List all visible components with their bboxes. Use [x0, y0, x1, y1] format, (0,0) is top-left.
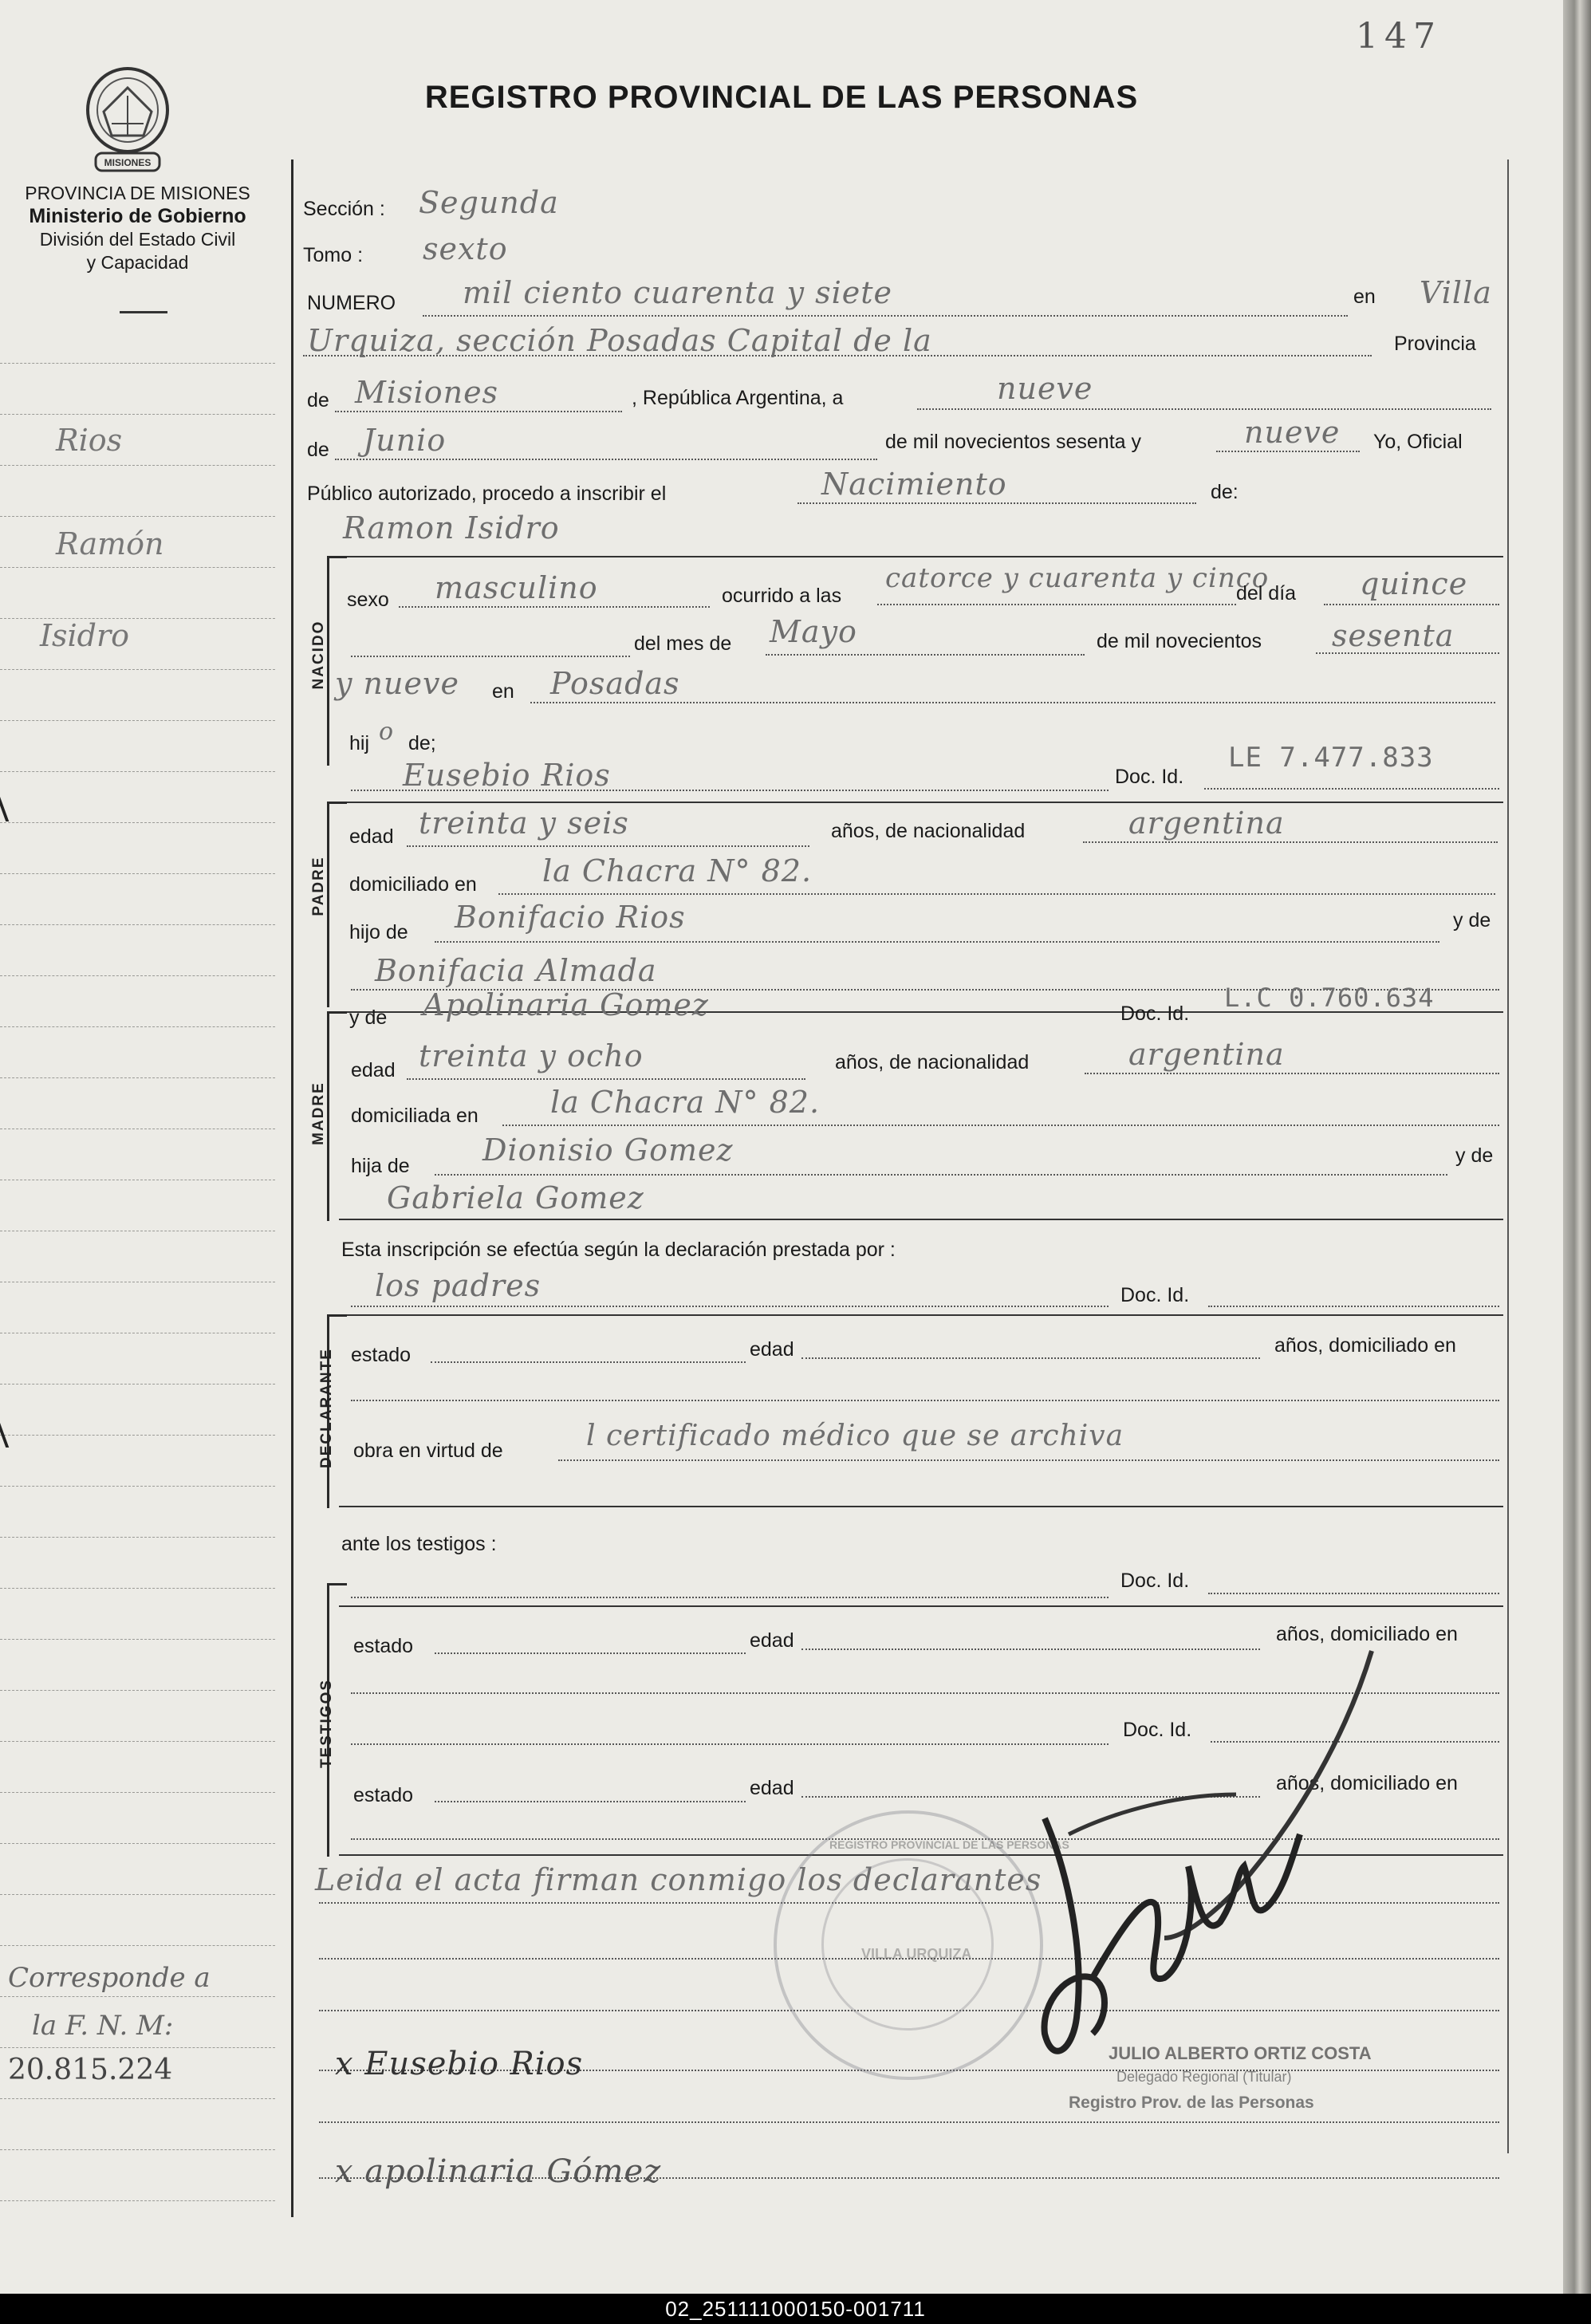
- madre-madre-value: Gabriela Gomez: [387, 1180, 644, 1215]
- declarante-anos-label: años, domiciliado en: [1274, 1334, 1456, 1357]
- right-rule: [1507, 160, 1509, 2153]
- margin-ruled-line: [0, 771, 275, 772]
- mes-nac-value: Mayo: [770, 614, 857, 649]
- official-role: Delegado Regional (Titular): [1116, 2069, 1292, 2085]
- official-office: Registro Prov. de las Personas: [1069, 2094, 1314, 2112]
- margin-ruled-line: [0, 1843, 275, 1844]
- publico-label: Público autorizado, procedo a inscribir el: [307, 483, 667, 505]
- anio-nac-value-1: sesenta: [1332, 618, 1455, 653]
- declarante-bottom-line: [339, 1506, 1503, 1507]
- testigo1-edad-label: edad: [750, 1629, 794, 1652]
- testigo1-anos-label: años, domiciliado en: [1276, 1623, 1458, 1645]
- testigo2-doc-label: Doc. Id.: [1123, 1719, 1192, 1741]
- margin-note-2: la F. N. M:: [32, 2010, 174, 2042]
- madre-nac-value: argentina: [1128, 1037, 1285, 1072]
- madre-padre-value: Dionisio Gomez: [482, 1132, 734, 1168]
- ocurrido-label: ocurrido a las: [722, 585, 842, 607]
- margin-mark-2: [0, 1416, 20, 1448]
- margin-ruled-line: [0, 465, 275, 466]
- margin-ruled-line: [0, 822, 275, 823]
- declarante-edad-label: edad: [750, 1338, 794, 1361]
- madre-edad-label: edad: [351, 1059, 396, 1081]
- padre-section-label: PADRE: [310, 856, 327, 916]
- madre-bottom-line: [339, 1219, 1503, 1220]
- sexo-line: [399, 606, 710, 608]
- lugar-nac-line: [530, 702, 1495, 703]
- padre-top-line: [339, 802, 1503, 803]
- footer-bar: [0, 2294, 1591, 2324]
- de-colon-label: de:: [1211, 481, 1239, 503]
- madre-doc-value: L.C 0.760.634: [1224, 983, 1435, 1013]
- testigo1-line: [351, 1597, 1109, 1598]
- margin-second-name: Isidro: [40, 618, 130, 653]
- margin-ruled-line: [0, 1945, 275, 1946]
- de-label-2: de: [307, 439, 329, 461]
- padre-y-de-label: y de: [1453, 909, 1491, 932]
- obra-value: l certificado médico que se archiva: [586, 1420, 1124, 1452]
- tomo-value: sexto: [423, 231, 508, 266]
- declarante-line: [351, 1306, 1109, 1307]
- republica-label: , República Argentina, a: [632, 387, 844, 409]
- ministry-header: [0, 182, 275, 274]
- official-name: JULIO ALBERTO ORTIZ COSTA: [1109, 2043, 1372, 2063]
- madre-domicilio-value: la Chacra N° 82.: [550, 1085, 821, 1120]
- ante-testigos-label: ante los testigos :: [341, 1533, 497, 1555]
- margin-ruled-line: [0, 873, 275, 874]
- provincia-value: Misiones: [355, 375, 499, 410]
- margin-ruled-line: [0, 1537, 275, 1538]
- margin-note-1: Corresponde a: [8, 1962, 211, 1994]
- sexo-label: sexo: [347, 589, 389, 611]
- margin-ruled-line: [0, 669, 275, 670]
- madre-nombre-value: Apolinaria Gomez: [423, 987, 709, 1022]
- margin-ruled-line: [0, 567, 275, 568]
- del-mes-label: del mes de: [634, 632, 732, 655]
- numero-line: [423, 315, 1348, 317]
- stamp-text-mid: VILLA URQUIZA: [861, 1946, 972, 1962]
- testigo2-estado-label: estado: [353, 1784, 414, 1806]
- madre-padre-line: [435, 1174, 1447, 1176]
- document-title: REGISTRO PROVINCIAL DE LAS PERSONAS: [424, 80, 1139, 115]
- de-semi-label: de;: [408, 732, 436, 754]
- nombre-value: Ramon Isidro: [343, 510, 560, 546]
- en-value-1: Villa: [1420, 275, 1492, 310]
- margin-ruled-line: [0, 1894, 275, 1895]
- yo-oficial-label: Yo, Oficial: [1373, 431, 1463, 453]
- margin-ruled-line: [0, 1384, 275, 1385]
- margin-ruled-line: [0, 1588, 275, 1589]
- declarante-edad-line: [801, 1357, 1260, 1359]
- padre-nombre-value: Eusebio Rios: [403, 758, 611, 793]
- margin-ruled-line: [0, 1026, 275, 1027]
- padre-madre-value: Bonifacia Almada: [375, 953, 657, 988]
- declarante-doc-line: [1208, 1306, 1499, 1307]
- del-dia-label: del día: [1236, 582, 1297, 605]
- margin-ruled-line: [0, 1792, 275, 1793]
- de-mil-nov-label: de mil novecientos: [1097, 630, 1262, 652]
- testigos-top-line: [339, 1605, 1503, 1607]
- declarante-value: los padres: [375, 1268, 541, 1303]
- testigo1-doc-line: [1208, 1593, 1499, 1594]
- testigos-section-label: TESTIGOS: [318, 1678, 335, 1769]
- madre-anos-label: años, de nacionalidad: [835, 1051, 1030, 1073]
- signature-eusebio: x Eusebio Rios: [335, 2046, 584, 2082]
- margin-ruled-line: [0, 1690, 275, 1691]
- page-number: 147: [1356, 16, 1442, 57]
- book-edge: [1563, 0, 1591, 2294]
- margin-ruled-line: [0, 975, 275, 976]
- declarante-estado-label: estado: [351, 1344, 412, 1366]
- de-mil-label: de mil novecientos sesenta y: [885, 431, 1142, 453]
- madre-domicilio-line: [502, 1125, 1499, 1126]
- declarante-estado-line: [431, 1361, 746, 1363]
- obra-line: [558, 1459, 1499, 1461]
- sexo-value: masculino: [435, 570, 598, 605]
- closing-ruled-line: [319, 2121, 1499, 2123]
- margin-ruled-line: [0, 720, 275, 721]
- margin-ruled-line: [0, 1996, 275, 1997]
- testigo2-edad-label: edad: [750, 1777, 794, 1799]
- padre-hijo-de-label: hijo de: [349, 921, 408, 943]
- madre-bracket: [327, 1011, 347, 1221]
- lugar-nac-value: Posadas: [550, 666, 680, 701]
- testigo2-line: [351, 1743, 1109, 1745]
- numero-value: mil ciento cuarenta y siete: [463, 275, 893, 310]
- division-name: División del Estado Civil: [39, 229, 236, 250]
- padre-padre-line: [435, 941, 1439, 943]
- margin-ruled-line: [0, 1486, 275, 1487]
- padre-doc-line: [1204, 788, 1499, 790]
- padre-domicilio-label: domiciliado en: [349, 873, 477, 896]
- dia-value: nueve: [997, 371, 1093, 406]
- padre-bracket: [327, 802, 347, 1007]
- madre-edad-line: [407, 1078, 805, 1080]
- province-name: PROVINCIA DE MISIONES: [25, 183, 250, 203]
- testigo1-estado-label: estado: [353, 1635, 414, 1657]
- margin-ruled-line: [0, 2098, 275, 2099]
- padre-padre-value: Bonifacio Rios: [455, 900, 686, 935]
- madre-edad-value: treinta y ocho: [419, 1038, 644, 1073]
- margin-ruled-line: [0, 1435, 275, 1436]
- nacido-bracket: [327, 556, 347, 766]
- hij-suffix: o: [379, 718, 395, 746]
- de-label-1: de: [307, 389, 329, 412]
- mes-nac-line: [766, 654, 1085, 656]
- blank-line: [351, 656, 630, 657]
- testigo2-anos-label: años, domiciliado en: [1276, 1772, 1458, 1794]
- margin-ruled-line: [0, 516, 275, 517]
- en-label-nac: en: [492, 680, 514, 703]
- padre-domicilio-value: la Chacra N° 82.: [542, 853, 813, 888]
- margin-rule: [291, 160, 293, 2217]
- madre-domicilio-label: domiciliada en: [351, 1105, 478, 1127]
- en-value-2: Urquiza, sección Posadas Capital de la: [307, 323, 932, 358]
- padre-edad-label: edad: [349, 825, 394, 848]
- margin-ruled-line: [0, 2047, 275, 2048]
- margin-note-3: 20.815.224: [8, 2054, 173, 2086]
- margin-ruled-line: [0, 1741, 275, 1742]
- provincia-line: [335, 411, 622, 412]
- numero-label: NUMERO: [307, 292, 396, 314]
- dia-line: [917, 408, 1491, 410]
- hij-label: hij: [349, 732, 370, 754]
- madre-y-de-label: y de: [349, 1006, 388, 1029]
- declarante-doc-label: Doc. Id.: [1120, 1284, 1190, 1306]
- ministry-name: Ministerio de Gobierno: [29, 205, 246, 227]
- madre-doc-label: Doc. Id.: [1120, 1002, 1190, 1025]
- acto-value: Nacimiento: [821, 467, 1007, 502]
- nacido-section-label: NACIDO: [310, 620, 327, 690]
- testigo1-doc-label: Doc. Id.: [1120, 1570, 1190, 1592]
- seal-text: MISIONES: [104, 157, 152, 168]
- provincia-label: Provincia: [1394, 333, 1476, 355]
- seccion-label: Sección :: [303, 198, 385, 220]
- margin-ruled-line: [0, 2200, 275, 2201]
- madre-section-label: MADRE: [310, 1081, 327, 1145]
- declarante-dom-line: [351, 1400, 1499, 1401]
- signature-apolinaria: x apolinaria Gómez: [335, 2153, 662, 2190]
- esta-inscripcion-label: Esta inscripción se efectúa según la declaración prestada por :: [341, 1239, 896, 1261]
- declarante-section-label: DECLARANTE: [318, 1348, 335, 1468]
- capacity-name: y Capacidad: [86, 252, 189, 273]
- madre-nac-line: [1085, 1073, 1499, 1074]
- en-label: en: [1353, 286, 1376, 308]
- provincial-seal-icon: [80, 64, 175, 183]
- mes-line: [335, 459, 877, 460]
- margin-surname: Rios: [56, 423, 123, 458]
- mes-value: Junio: [363, 423, 447, 458]
- hora-value: catorce y cuarenta y cinco: [885, 562, 1270, 594]
- obra-label: obra en virtud de: [353, 1440, 503, 1462]
- official-stamp-inner: [821, 1858, 994, 2031]
- footer-id: 02_251111000150-001711: [665, 2297, 926, 2321]
- padre-nac-line: [1083, 841, 1498, 843]
- margin-ruled-line: [0, 924, 275, 925]
- padre-edad-value: treinta y seis: [419, 806, 629, 841]
- padre-nombre-line: [351, 790, 1109, 791]
- anio-nac-value-2: y nueve: [335, 666, 459, 701]
- margin-ruled-line: [0, 1639, 275, 1640]
- declarante-top-line: [339, 1314, 1503, 1316]
- dia-nac-line: [1324, 604, 1499, 605]
- padre-anos-label: años, de nacionalidad: [831, 820, 1026, 842]
- padre-doc-value: LE 7.477.833: [1228, 742, 1434, 774]
- padre-domicilio-line: [498, 893, 1495, 895]
- margin-ruled-line: [0, 414, 275, 415]
- acto-line: [797, 502, 1196, 504]
- padre-edad-line: [407, 845, 809, 847]
- divider: [120, 311, 167, 313]
- stamp-text-top: REGISTRO PROVINCIAL DE LAS PERSONAS: [829, 1838, 1069, 1851]
- anio-line: [1216, 451, 1360, 452]
- hora-line: [877, 604, 1236, 605]
- padre-nac-value: argentina: [1128, 806, 1285, 841]
- seccion-value: Segunda: [419, 185, 559, 220]
- margin-mark: [0, 790, 20, 821]
- margin-ruled-line: [0, 2149, 275, 2150]
- padre-doc-label: Doc. Id.: [1115, 766, 1184, 788]
- margin-ruled-line: [0, 1077, 275, 1078]
- madre-y-de-label-2: y de: [1455, 1144, 1494, 1167]
- leida-value: Leida el acta firman conmigo los declarantes: [315, 1862, 1042, 1897]
- tomo-label: Tomo :: [303, 244, 364, 266]
- dia-nac-value: quince: [1360, 566, 1468, 601]
- margin-ruled-line: [0, 363, 275, 364]
- testigo2-estado-line: [435, 1801, 746, 1802]
- testigo1-estado-line: [435, 1652, 746, 1654]
- official-signature: [997, 1635, 1396, 2082]
- nombre-line: [339, 556, 1503, 557]
- madre-hija-de-label: hija de: [351, 1155, 410, 1177]
- anio-value: nueve: [1244, 415, 1341, 450]
- margin-first-name: Ramón: [56, 526, 164, 561]
